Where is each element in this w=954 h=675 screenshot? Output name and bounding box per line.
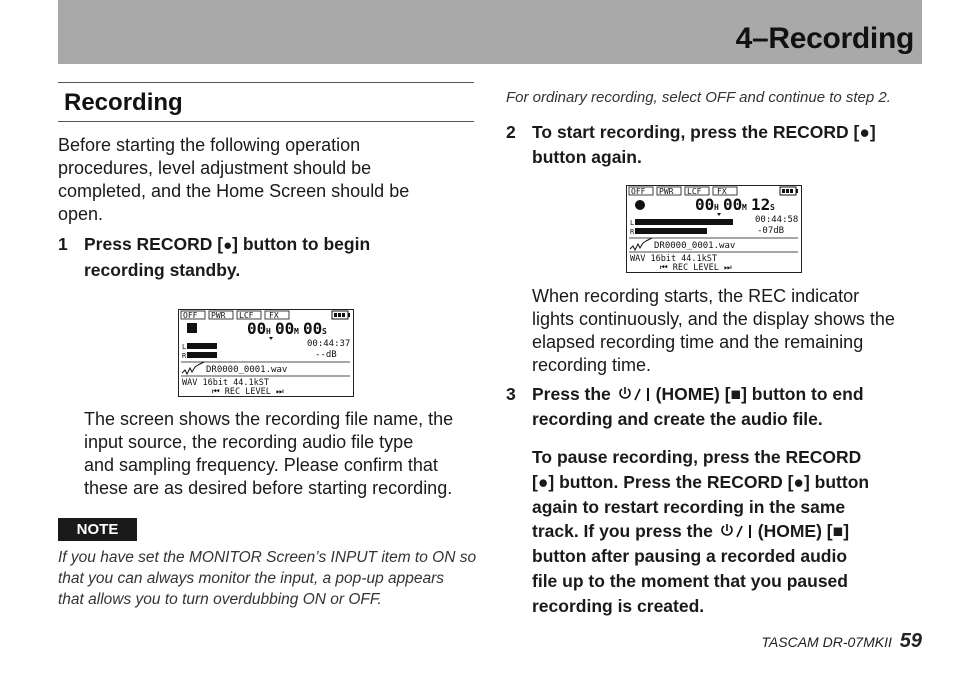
chapter-title: 4–Recording [735,22,914,55]
section-title: Recording [64,89,183,116]
level-meter-l [187,343,217,349]
lcd-time-hours: 00 [247,319,267,338]
ordinary-recording-note: For ordinary recording, select OFF and continue to step 2. [506,89,891,106]
pause-line: button after pausing a recorded audio [532,546,848,566]
marker-triangle-icon [269,337,273,340]
lcd-recording-display [627,186,800,271]
step-1 [58,232,478,284]
lcd-remaining-time: 00:44:37 [307,339,351,349]
desc-line: input source, the recording audio file type [84,432,414,452]
record-indicator-icon [635,200,645,210]
record-standby-icon [187,323,197,333]
step-text: Press RECORD [●] button to begin recording standby. [84,234,371,280]
lcd-format: WAV 16bit 44.1kST [182,378,269,388]
step-text: To start recording, press the RECORD [●] button again. [532,122,876,167]
lcd-time-seconds: 00 [303,319,323,338]
lcd-standby-screen [178,309,354,397]
step-number: 3 [506,384,516,404]
step-number: 1 [58,234,68,254]
pause-instructions [532,445,932,620]
pause-line: recording is created. [532,596,705,616]
lcd-standby-display [179,310,352,395]
lcd-unit-s: S [322,327,327,336]
lcd-tab: FX [717,187,727,196]
page-footer [761,630,922,653]
level-meter-r [635,228,707,234]
pause-line: track. If you press the (HOME) [■] [532,521,850,541]
lcd-tab: OFF [631,187,646,196]
lcd-unit-h: H [266,327,271,336]
desc-line: recording time. [532,355,652,375]
lcd-channel-l: L [630,219,635,227]
lcd-bottom-bar: ⏮ REC LEVEL ⏭ [212,387,284,395]
desc-line: lights continuously, and the display shows the [532,309,895,329]
power-home-icon [718,523,758,539]
lcd-channel-r: R [630,228,635,236]
intro-line: completed, and the Home Screen should be [58,181,410,201]
section-heading [58,82,474,122]
lcd-filename: DR0000_0001.wav [654,241,736,251]
desc-line: these are as desired before starting recording. [84,478,453,498]
lcd-tab: FX [269,311,279,320]
pause-line: [●] button. Press the RECORD [●] button [532,472,870,492]
desc-line: elapsed recording time and the remaining [532,332,864,352]
pause-line: again to restart recording in the same [532,497,846,517]
lcd-time-minutes: 00 [275,319,295,338]
lcd-channel-l: L [182,343,187,351]
desc-line: and sampling frequency. Please confirm that [84,455,438,475]
lcd-format: WAV 16bit 44.1kST [630,254,717,264]
lcd-time-hours: 00 [695,195,715,214]
lcd-level-readout: -07dB [757,226,785,236]
lcd-unit-h: H [714,203,719,212]
note-line: that allows you to turn overdubbing ON or OFF. [58,591,382,608]
page-number: 59 [899,630,922,652]
record-dot-icon: ● [223,237,233,254]
lcd-time-seconds: 12 [751,195,771,214]
lcd-tab: PWR [211,311,226,320]
desc-line: The screen shows the recording file name, the [84,409,454,429]
lcd-unit-m: M [294,327,299,336]
marker-triangle-icon [717,213,721,216]
lcd-remaining-time: 00:44:58 [755,215,799,225]
intro-line: open. [58,204,104,224]
lcd-tab: PWR [659,187,674,196]
lcd-recording-screen [626,185,802,273]
lcd-bottom-bar: ⏮ REC LEVEL ⏭ [660,263,732,271]
header-band [58,0,922,64]
battery-icon [332,311,350,319]
pause-line: To pause recording, press the RECORD [532,447,862,467]
step-number: 2 [506,122,516,142]
lcd-level-readout: --dB [315,350,337,360]
lcd-tab: OFF [183,311,198,320]
intro-line: Before starting the following operation [58,135,361,155]
level-meter-r [187,352,217,358]
power-home-icon [616,386,656,402]
lcd-tab: LCF [239,311,254,320]
step-2 [506,120,926,172]
step-text: Press the (HOME) [■] button to end recording and create the audio file. [532,384,864,429]
level-meter-l [635,219,733,225]
intro-line: procedures, level adjustment should be [58,158,372,178]
note-line: that you can always monitor the input, a pop-up appears [58,570,445,587]
lcd-channel-r: R [182,352,187,360]
note-line: If you have set the MONITOR Screen’s INPUT item to ON so [58,549,477,566]
battery-icon [780,187,798,195]
lcd-unit-m: M [742,203,747,212]
lcd-tab: LCF [687,187,702,196]
input-waveform-icon [630,238,652,250]
desc-line: When recording starts, the REC indicator [532,286,860,306]
lcd-time-minutes: 00 [723,195,743,214]
lcd-unit-s: S [770,203,775,212]
lcd-filename: DR0000_0001.wav [206,365,288,375]
step-3 [506,382,926,434]
model-name: TASCAM DR-07MKII [761,634,892,650]
input-waveform-icon [182,362,204,374]
note-badge: NOTE [58,518,137,541]
pause-line: file up to the moment that you paused [532,571,848,591]
